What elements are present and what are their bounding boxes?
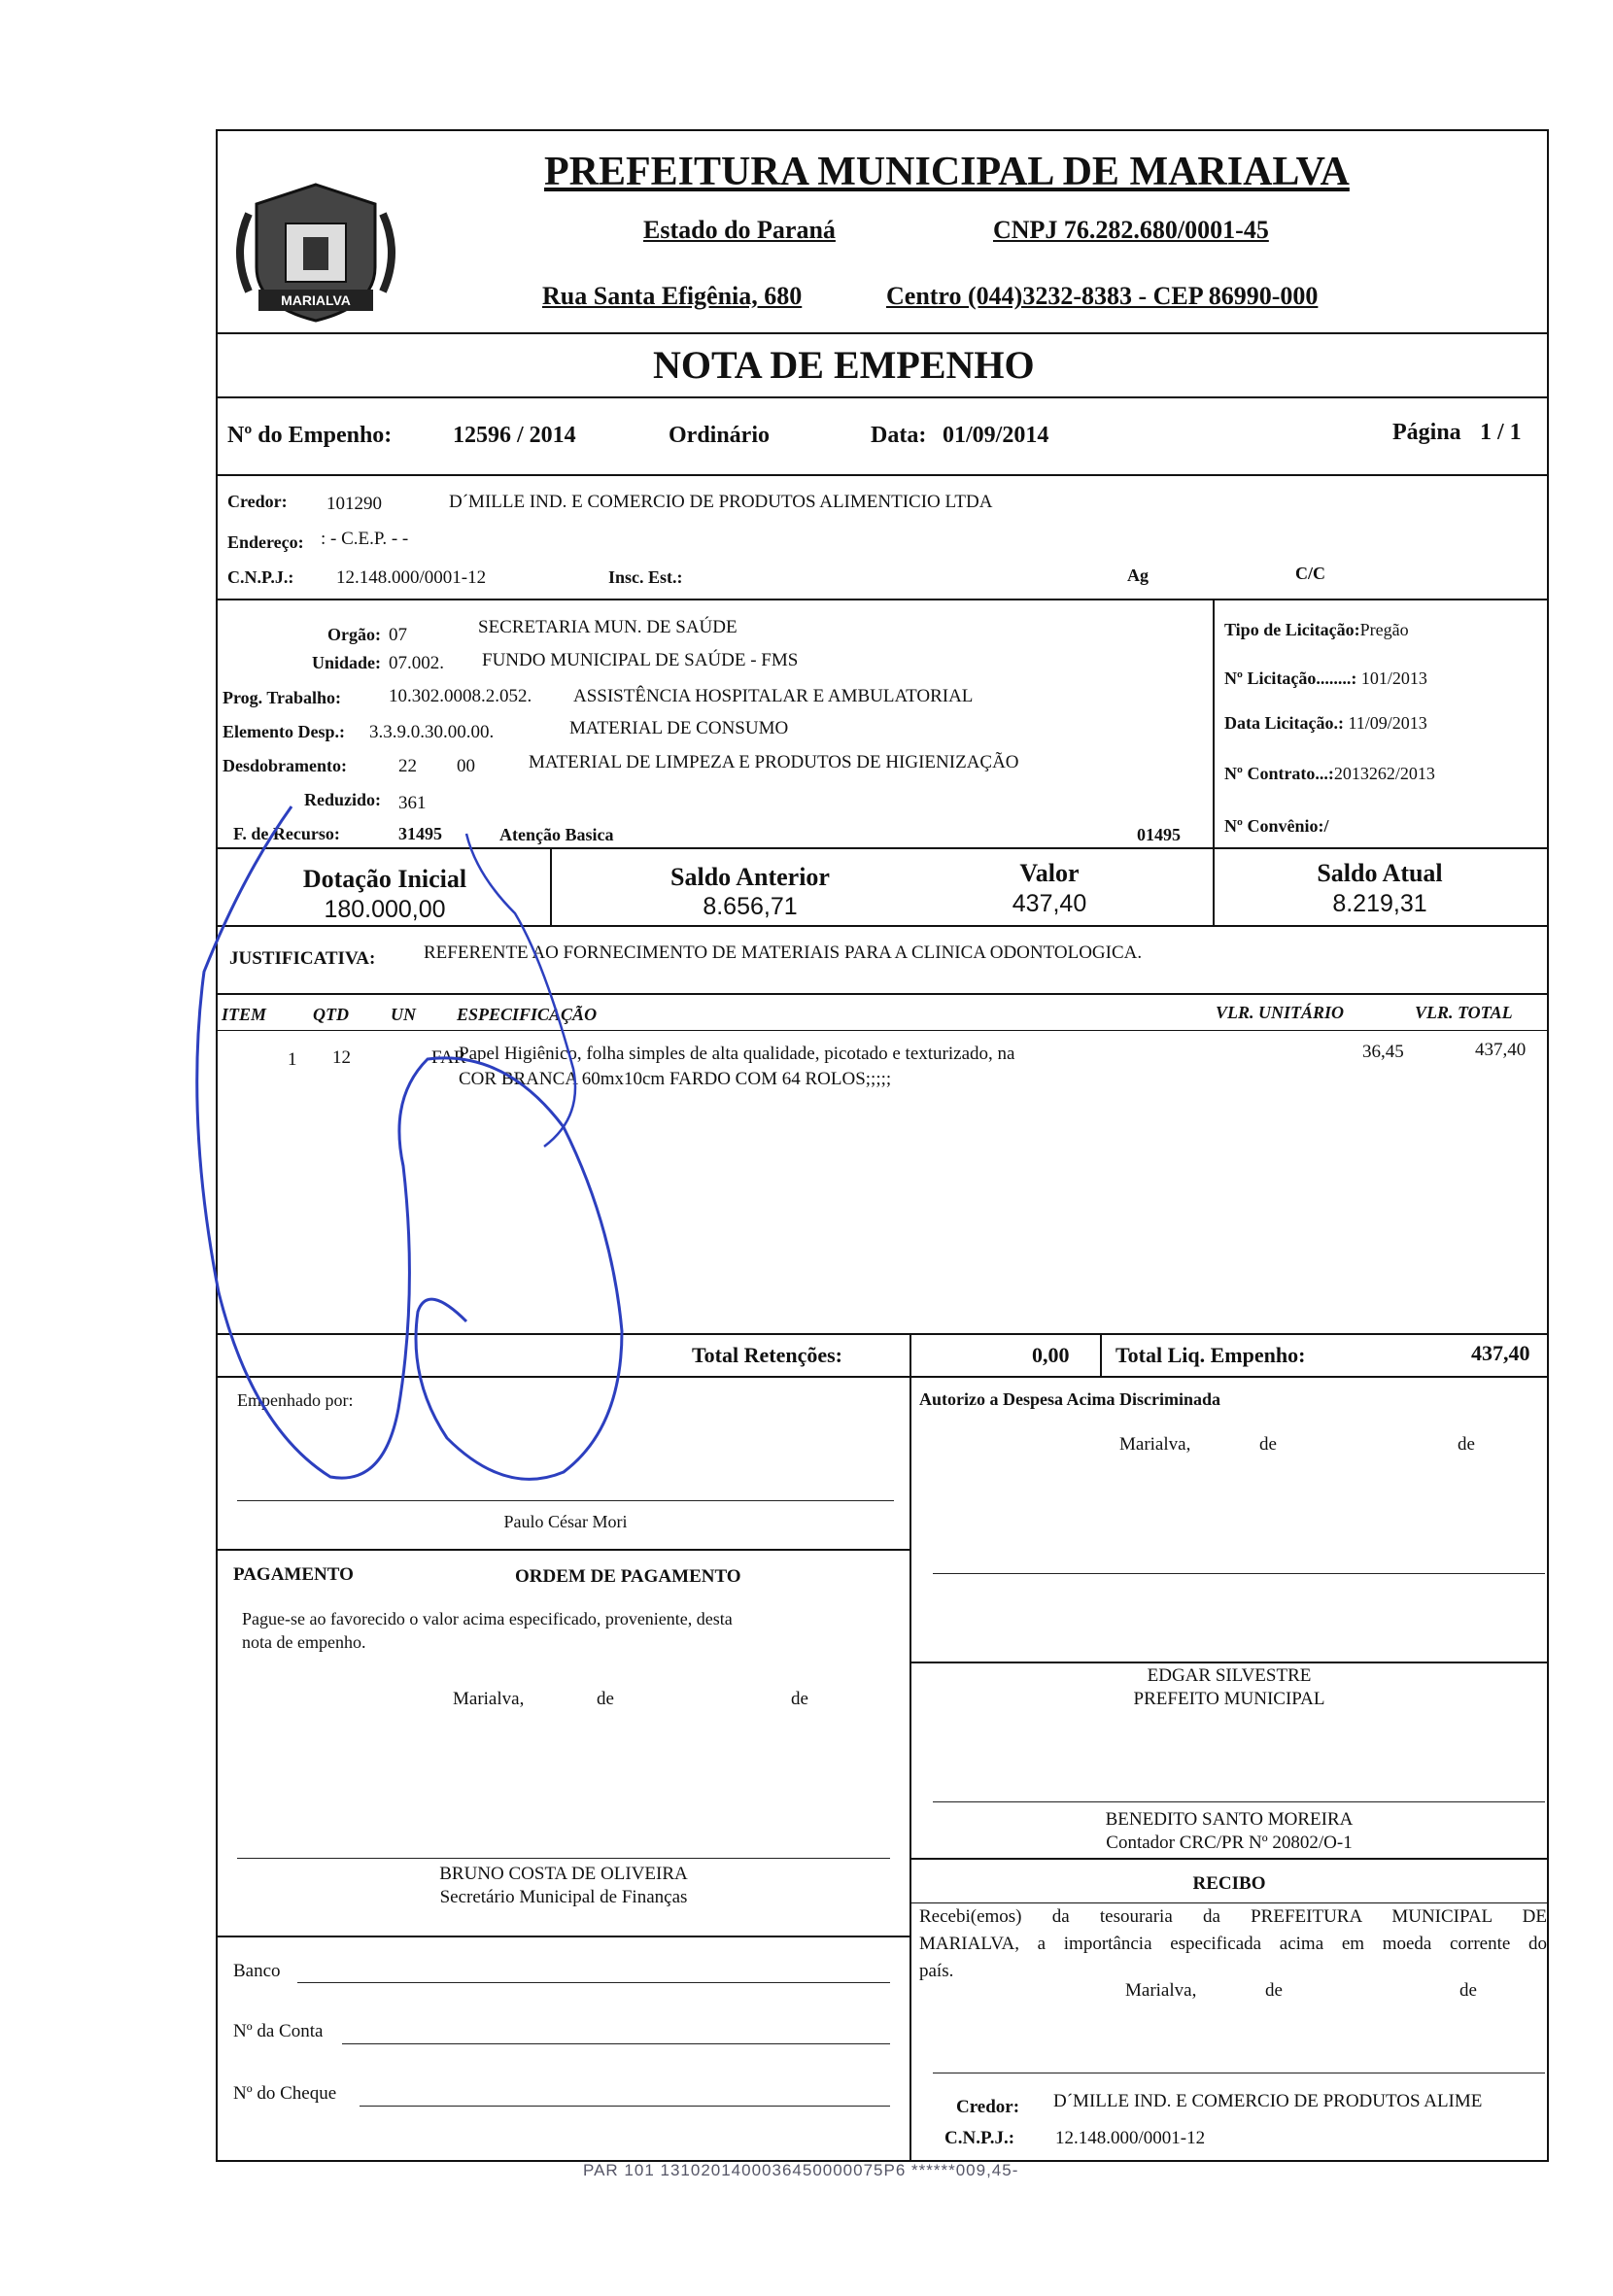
elemento-name: MATERIAL DE CONSUMO <box>569 718 789 738</box>
secretario-name: BRUNO COSTA DE OLIVEIRA <box>439 1864 688 1884</box>
item-desc-line2: COR BRANCA 60mx10cm FARDO COM 64 ROLOS;;;;; <box>459 1069 892 1089</box>
contador-name: BENEDITO SANTO MOREIRA <box>1105 1809 1354 1830</box>
data-licitacao <box>1224 713 1427 734</box>
justificativa-text: REFERENTE AO FORNECIMENTO DE MATERIAIS PARA A CLINICA ODONTOLOGICA. <box>424 942 1143 963</box>
saldo-atual-value: 8.219,31 <box>1332 890 1427 917</box>
item-un: FAR <box>431 1047 466 1068</box>
col-un: UN <box>391 1005 416 1024</box>
prog-name: ASSISTÊNCIA HOSPITALAR E AMBULATORIAL <box>573 686 974 706</box>
autorizo-de1: de <box>1259 1434 1277 1455</box>
unidade-name: FUNDO MUNICIPAL DE SAÚDE - FMS <box>482 650 799 670</box>
desdobramento-label: Desdobramento: <box>223 756 347 775</box>
autorizo-text: Autorizo a Despesa Acima Discriminada <box>919 1389 1220 1409</box>
col-vlr-unitario: VLR. UNITÁRIO <box>1216 1003 1345 1022</box>
empenhado-por-label: Empenhado por: <box>237 1390 354 1410</box>
recibo-line3: país. <box>919 1961 954 1981</box>
contrato-label: Nº Contrato...: <box>1224 764 1334 783</box>
page-title: PREFEITURA MUNICIPAL DE MARIALVA <box>544 150 1350 194</box>
crest-banner-text: MARIALVA <box>281 292 351 308</box>
prog-code: 10.302.0008.2.052. <box>389 686 532 706</box>
tipo-licitacao-value: Pregão <box>1359 620 1409 639</box>
recibo-city: Marialva, <box>1125 1980 1197 2001</box>
recibo-cnpj-value: 12.148.000/0001-12 <box>1055 2128 1206 2148</box>
contador-title: Contador CRC/PR Nº 20802/O-1 <box>1106 1833 1353 1853</box>
unidade-code: 07.002. <box>389 653 444 673</box>
empenho-number-label: Nº do Empenho: <box>227 423 393 448</box>
saldo-anterior-value: 8.656,71 <box>703 893 798 920</box>
ordem-pagamento-label: ORDEM DE PAGAMENTO <box>515 1566 741 1587</box>
data-licitacao-label: Data Licitação.: <box>1224 713 1344 733</box>
total-liq-value: 437,40 <box>1471 1341 1530 1365</box>
col-vlr-total: VLR. TOTAL <box>1415 1003 1513 1022</box>
secretario-title: Secretário Municipal de Finanças <box>439 1887 688 1907</box>
banco-label: Banco <box>233 1961 281 1981</box>
total-liq-label: Total Liq. Empenho: <box>1115 1343 1306 1367</box>
orgao-label: Orgão: <box>327 625 381 644</box>
credor-code: 101290 <box>326 494 382 514</box>
num-licitacao-value: 101/2013 <box>1360 668 1427 688</box>
recibo-de1: de <box>1265 1980 1283 2001</box>
col-qtd: QTD <box>313 1005 349 1024</box>
item-total-value: 437,40 <box>1475 1040 1527 1060</box>
header-state: Estado do Paraná <box>643 216 836 244</box>
valor-value: 437,40 <box>1012 890 1087 917</box>
orgao-code: 07 <box>389 625 407 645</box>
recurso-right: 01495 <box>1137 825 1181 844</box>
recibo-de2: de <box>1459 1980 1477 2001</box>
recurso-label: F. de Recurso: <box>233 824 340 843</box>
col-especificacao: ESPECIFICAÇÃO <box>457 1005 598 1024</box>
item-desc-line1: Papel Higiênico, folha simples de alta qualidade, picotado e texturizado, na <box>459 1044 1015 1064</box>
tipo-licitacao-label: Tipo de Licitação: <box>1224 620 1360 639</box>
empenho-date: 01/09/2014 <box>943 423 1049 448</box>
prefeito-title: PREFEITO MUNICIPAL <box>1133 1689 1325 1709</box>
item-unit-value: 36,45 <box>1362 1042 1404 1062</box>
dotacao-inicial-value: 180.000,00 <box>324 896 446 923</box>
recibo-line2: MARIALVA, a importância especificada acima em moeda corrente do <box>919 1934 1547 1954</box>
pague-city: Marialva, <box>453 1689 525 1709</box>
tipo-licitacao <box>1224 620 1409 640</box>
item-number: 1 <box>288 1049 297 1070</box>
saldo-anterior-label: Saldo Anterior <box>670 863 830 891</box>
pague-line2: nota de empenho. <box>242 1632 366 1652</box>
elemento-label: Elemento Desp.: <box>223 722 345 741</box>
recibo-credor-label: Credor: <box>956 2097 1020 2117</box>
cc-label: C/C <box>1295 564 1325 583</box>
cnpj-value: 12.148.000/0001-12 <box>336 567 487 588</box>
total-retencoes-value: 0,00 <box>1032 1343 1070 1367</box>
pague-de2: de <box>791 1689 808 1709</box>
address-value: : - C.E.P. - - <box>321 529 409 549</box>
address-label: Endereço: <box>227 532 304 552</box>
reduzido-label: Reduzido: <box>303 790 381 809</box>
document-title: NOTA DE EMPENHO <box>653 343 1035 387</box>
autorizo-de2: de <box>1458 1434 1475 1455</box>
prefeito-name: EDGAR SILVESTRE <box>1147 1665 1312 1686</box>
contrato <box>1224 764 1435 784</box>
page-label: Página <box>1392 420 1461 445</box>
credor-label: Credor: <box>227 492 288 511</box>
elemento-code: 3.3.9.0.30.00.00. <box>369 722 495 742</box>
recibo-credor-name: D´MILLE IND. E COMERCIO DE PRODUTOS ALIME <box>1053 2091 1483 2111</box>
prog-label: Prog. Trabalho: <box>223 688 342 707</box>
col-item: ITEM <box>222 1005 267 1024</box>
page-number: 1 / 1 <box>1480 420 1522 445</box>
cheque-label: Nº do Cheque <box>233 2083 337 2104</box>
recibo-title: RECIBO <box>1192 1873 1266 1894</box>
num-licitacao-label: Nº Licitação........: <box>1224 668 1357 688</box>
empenho-type: Ordinário <box>669 423 771 448</box>
dotacao-inicial-label: Dotação Inicial <box>302 865 467 893</box>
convenio-label: Nº Convênio:/ <box>1224 816 1329 836</box>
unidade-label: Unidade: <box>311 653 381 672</box>
header-cnpj: CNPJ 76.282.680/0001-45 <box>993 216 1269 244</box>
header-street: Rua Santa Efigênia, 680 <box>542 282 803 310</box>
desdobramento-code1: 22 <box>398 756 417 776</box>
recibo-cnpj-label: C.N.P.J.: <box>944 2128 1015 2148</box>
pague-de1: de <box>597 1689 614 1709</box>
autorizo-city: Marialva, <box>1119 1434 1191 1455</box>
municipal-crest-icon <box>229 175 402 330</box>
recurso-name: Atenção Basica <box>499 825 614 844</box>
cnpj-label: C.N.P.J.: <box>227 567 294 587</box>
recibo-line1: Recebi(emos) da tesouraria da PREFEITURA MUNICIPAL DE <box>919 1906 1547 1927</box>
num-licitacao <box>1224 668 1427 689</box>
contrato-value: 2013262/2013 <box>1333 764 1435 783</box>
footer-barcode-code: PAR 101 1310201400036450000075P6 ******009,45- <box>583 2161 1019 2179</box>
pague-line1: Pague-se ao favorecido o valor acima especificado, proveniente, desta <box>242 1609 733 1628</box>
desdobramento-code2: 00 <box>457 756 475 776</box>
empenho-date-label: Data: <box>871 423 927 448</box>
conta-label: Nº da Conta <box>233 2021 324 2041</box>
recurso-code: 31495 <box>398 824 442 843</box>
item-qtd: 12 <box>332 1047 351 1068</box>
insc-label: Insc. Est.: <box>608 567 683 587</box>
orgao-name: SECRETARIA MUN. DE SAÚDE <box>478 617 738 637</box>
empenho-number: 12596 / 2014 <box>453 423 576 448</box>
reduzido-value: 361 <box>398 793 427 813</box>
justificativa-label: JUSTIFICATIVA: <box>229 948 376 969</box>
header-contact: Centro (044)3232-8383 - CEP 86990-000 <box>886 282 1319 310</box>
credor-name: D´MILLE IND. E COMERCIO DE PRODUTOS ALIMENTICIO LTDA <box>449 492 993 512</box>
data-licitacao-value: 11/09/2013 <box>1348 713 1427 733</box>
empenhado-por-name: Paulo César Mori <box>503 1512 628 1531</box>
valor-label: Valor <box>1019 859 1080 887</box>
total-retencoes-label: Total Retenções: <box>692 1343 842 1367</box>
saldo-atual-label: Saldo Atual <box>1317 859 1443 887</box>
desdobramento-name: MATERIAL DE LIMPEZA E PRODUTOS DE HIGIENIZAÇÃO <box>529 752 1019 772</box>
ag-label: Ag <box>1127 565 1149 585</box>
pagamento-label: PAGAMENTO <box>233 1564 354 1585</box>
